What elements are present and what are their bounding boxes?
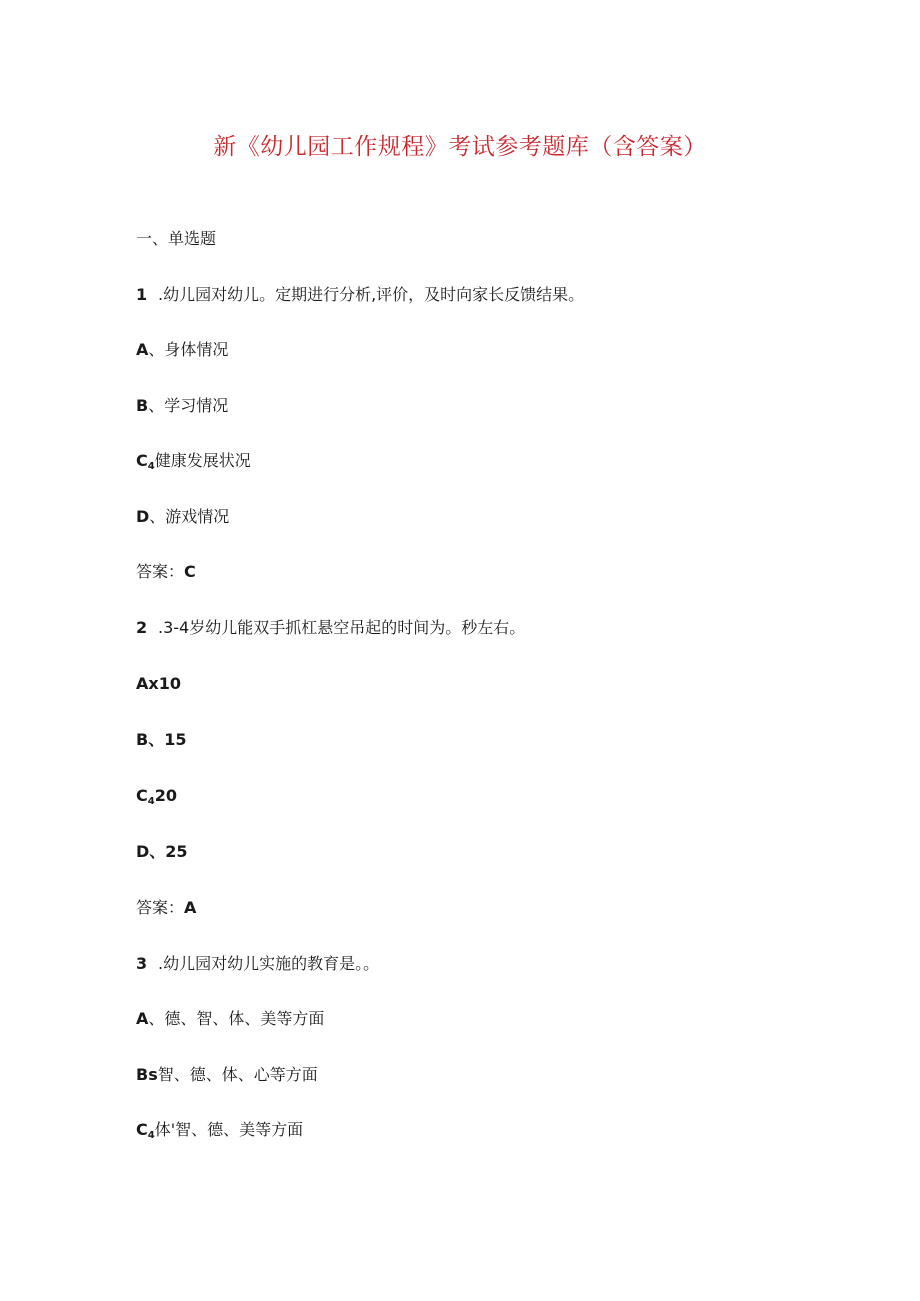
answer-label: 答案： xyxy=(136,898,185,917)
option-3c xyxy=(136,1120,303,1146)
option-prefix: A xyxy=(136,1009,149,1028)
option-text: 、学习情况 xyxy=(148,396,229,415)
option-text: 、德、智、体、美等方面 xyxy=(148,1009,325,1028)
option-1d xyxy=(136,507,229,527)
option-prefix-sub: 4 xyxy=(147,796,155,807)
option-1a xyxy=(136,340,228,360)
question-3 xyxy=(136,954,379,974)
option-text: 、25 xyxy=(149,842,188,861)
option-3b xyxy=(136,1065,318,1085)
option-prefix: C xyxy=(136,1120,148,1139)
option-prefix-sub: 4 xyxy=(147,461,155,472)
option-prefix: C xyxy=(136,786,148,805)
document-title: 新《幼儿园工作规程》考试参考题库（含答案） xyxy=(213,134,707,160)
option-text: 、游戏情况 xyxy=(149,507,230,526)
question-text: .幼儿园对幼儿。定期进行分析,评价，及时向家长反馈结果。 xyxy=(158,285,585,304)
option-text: 智、德、体、心等方面 xyxy=(157,1065,318,1084)
option-1b xyxy=(136,396,228,416)
question-number: 3 xyxy=(136,954,148,973)
question-number: 2 xyxy=(136,618,148,637)
option-text: 20 xyxy=(154,786,177,805)
option-prefix: B xyxy=(136,396,149,415)
answer-2 xyxy=(136,898,196,918)
answer-label: 答案： xyxy=(136,562,185,581)
question-number: 1 xyxy=(136,285,148,304)
option-1c xyxy=(136,451,251,477)
option-prefix: Ax10 xyxy=(136,674,181,693)
question-text: .3-4岁幼儿能双手抓杠悬空吊起的时间为。秒左右。 xyxy=(158,618,526,637)
option-2c xyxy=(136,786,177,812)
option-prefix: D xyxy=(136,507,150,526)
option-prefix: A xyxy=(136,340,149,359)
option-2d xyxy=(136,842,188,862)
answer-value: A xyxy=(184,898,197,917)
option-2a xyxy=(136,674,181,694)
option-prefix-sub: 4 xyxy=(147,1130,155,1141)
question-1 xyxy=(136,285,584,305)
option-text: 健康发展状况 xyxy=(154,451,251,470)
answer-value: C xyxy=(184,562,196,581)
option-text: 体'智、德、美等方面 xyxy=(154,1120,304,1139)
option-prefix: Bs xyxy=(136,1065,158,1084)
section-heading: 一、单选题 xyxy=(136,229,217,248)
option-text: 、身体情况 xyxy=(148,340,229,359)
option-text: 、15 xyxy=(148,730,187,749)
option-3a xyxy=(136,1009,324,1029)
option-prefix: D xyxy=(136,842,150,861)
option-prefix: C xyxy=(136,451,148,470)
option-prefix: B xyxy=(136,730,149,749)
question-2 xyxy=(136,618,525,638)
answer-1 xyxy=(136,562,196,582)
question-text: .幼儿园对幼儿实施的教育是。。 xyxy=(158,954,380,973)
option-2b xyxy=(136,730,186,750)
